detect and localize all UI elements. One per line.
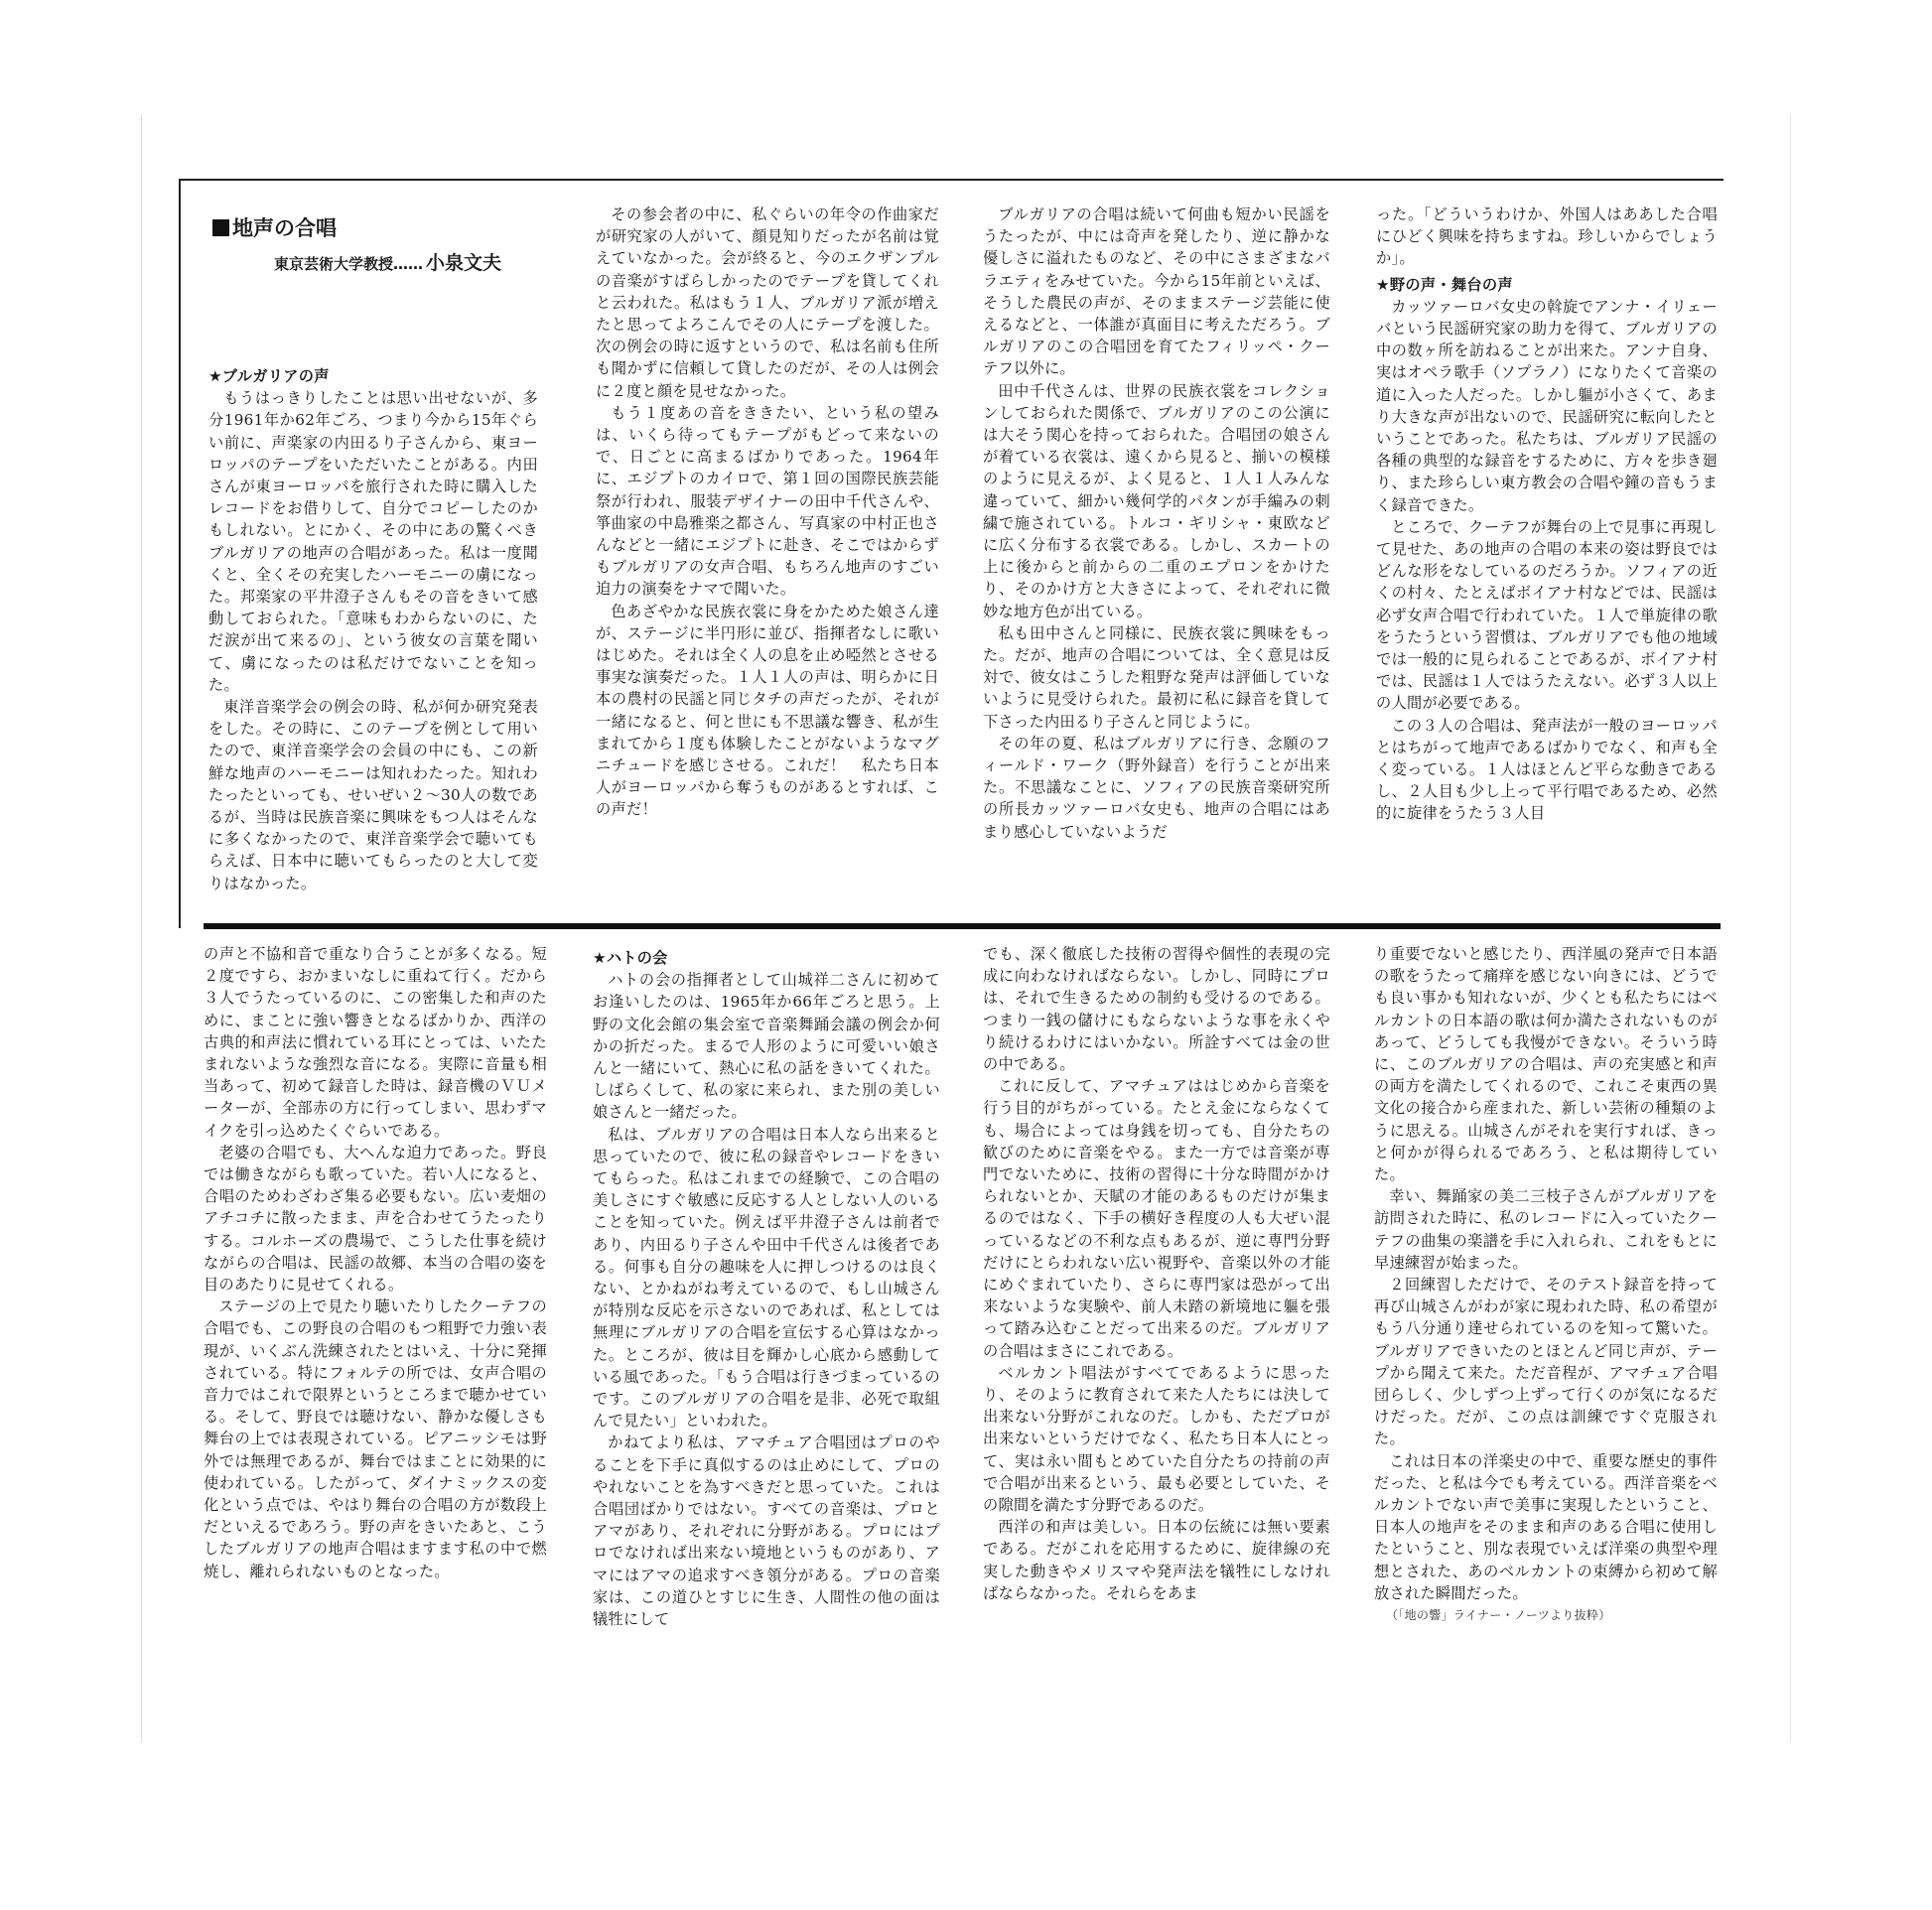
paragraph: もうはっきりしたことは思い出せないが、多分1961年か62年ごろ、つまり今から15年ぐらい前に、声楽家の内田るり子さんから、東ヨーロッパのテープをいただいたことがある。内田さんが東ヨーロッパを旅行された時に購入したレコードをお借りして、自分でコピーしたのかもしれない。とにかく、その中にあの驚くべきブルガリアの地声の合唱があった。私は一度聞くと、全くその充実したハーモニーの虜になった。邦楽家の平井澄子さんもその音をきいて感動しておられた。「意味もわからないのに、ただ涙が出て来るの」、という彼女の言葉を聞いて、虜になったのは私だけでないことを知った。 xyxy=(208,389,538,694)
bottom-column-4 xyxy=(1374,943,1718,1688)
top-column-1 xyxy=(208,361,538,905)
paragraph: ブルガリアの合唱は続いて何曲も短かい民謡をうたったが、中には奇声を発したり、逆に静かな優しさに溢れたものなど、その中にさまざまなバラエティをみせていた。今から15年前といえば、そうした農民の声が、そのままステージ芸能に使えるなどと、一体誰が真面目に考えただろう。ブルガリアのこの合唱団を育てたフィリッペ・クーテフ以外に。 xyxy=(983,205,1330,378)
paragraph: の声と不協和音で重なり合うことが多くなる。短２度ですら、おかまいなしに重ねて行く。だから３人でうたっているのに、この密集した和声のために、まことに強い響きとなるばかりか、西洋の古典的和声法に慣れている耳にとっては、いたたまれないような強烈な音になる。実際に音量も相当あって、初めて録音した時は、録音機のＶＵメーターが、全部赤の方に行ってしまい、思わずマイクを引っ込めたくぐらいである。 xyxy=(204,945,547,1140)
paragraph: 東洋音楽学会の例会の時、私が何か研究発表をした。その時に、このテープを例として用いたので、東洋音楽学会の会員の中にも、この新鮮な地声のハーモニーは知れわたった。知れわたったといっても、せいぜい２～30人の数であるが、当時は民族音楽に興味をもつ人はそんなに多くなかったので、東洋音楽学会で聴いてもらえば、日本中に聴いてもらったのと大して変りはなかった。 xyxy=(208,698,538,892)
paragraph: その年の夏、私はブルガリアに行き、念願のフィールド・ワーク（野外録音）を行うことが出来た。不思議なことに、ソフィアの民族音楽研究所の所長カッツァーロバ女史も、地声の合唱にはあまり感心していないようだ xyxy=(983,734,1330,841)
article-title xyxy=(212,212,337,242)
author-name: 小泉文夫 xyxy=(426,252,502,274)
bottom-column-3 xyxy=(983,943,1330,1688)
section-heading-bulgarian-voice: ★ブルガリアの声 xyxy=(208,367,330,385)
paragraph: 老婆の合唱でも、大へんな迫力であった。野良では働きながらも歌っていた。若い人になると、合唱のためわざわざ集る必要もない。広い麦畑のアチコチに散ったまま、声を合わせてうたったりする。コルホーズの農場で、こうした仕事を続けながらの合唱は、民謡の故郷、本当の合唱の姿を目のあたりに見せてくれる。 xyxy=(204,1143,547,1295)
paragraph: ２回練習しただけで、そのテスト録音を持って再び山城さんがわが家に現われた時、私の希望がもう八分通り達せられているのを知って驚いた。ブルガリアできいたのとほとんど同じ声が、テープから聞えて来た。ただ音程が、アマチュア合唱団らしく、少しずつ上ずって行くのが気になるだけだった。だが、この点は訓練ですぐ克服された。 xyxy=(1374,1276,1718,1448)
top-border-line xyxy=(179,179,1724,181)
paragraph: これに反して、アマチュアははじめから音楽を行う目的がちがっている。たとえ金にならなくても、場合によっては身銭を切っても、自分たちの歓びのために音楽をやる。また一方では音楽が専門でないために、技術の習得に十分な時間がかけられないとか、天賦の才能のあるものだけが集まるのではなく、下手の横好き程度の人も大ぜい混っているなどの不利な点もあるが、逆に専門分野だけにとらわれない広い視野や、音楽以外の才能にめぐまれていたり、さらに専門家は恐がって出来ないような実験や、前人未踏の新境地に軀を張って踏み込むことだって出来るのだ。ブルガリアの合唱はまさにこれである。 xyxy=(983,1077,1330,1360)
bottom-column-1 xyxy=(204,943,547,1688)
section-heading-hato-no-kai: ★ハトの会 xyxy=(593,949,668,967)
source-note: （「地の響」ライナー・ノーツより抜粋） xyxy=(1386,1608,1611,1623)
top-column-3 xyxy=(983,204,1330,910)
paragraph: 私は、ブルガリアの合唱は日本人なら出来ると思っていたので、彼に私の録音やレコードをきいてもらった。私はこれまでの経験で、この合唱の美しさにすぐ敏感に反応する人としない人のいることを知っていた。例えば平井澄子さんは前者であり、内田るり子さんや田中千代さんは後者である。何事も自分の趣味を人に押しつけるのは良くない、とかねがね考えているので、もし山城さんが特別な反応を示さないのであれば、私としては無理にブルガリアの合唱を宣伝する心算はなかった。ところが、彼は目を輝かし心底から感動している風であった。「もう合唱は行きづまっているのです。このブルガリアの合唱を是非、必死で取組んで見たい」といわれた。 xyxy=(593,1125,940,1431)
title-text: 地声の合唱 xyxy=(232,216,337,240)
paragraph: 西洋の和声は美しい。日本の伝統には無い要素である。だがこれを応用するために、旋律線の充実した動きやメリスマや発声法を犠牲にしなければならなかった。それらをあま xyxy=(983,1518,1330,1602)
paragraph: 幸い、舞踊家の美二三枝子さんがブルガリアを訪問された時に、私のレコードに入っていたクーテフの曲集の楽譜を手に入れられ、これをもとに早速練習が始まった。 xyxy=(1374,1187,1718,1272)
bottom-column-2 xyxy=(593,943,940,1688)
paragraph: ところで、クーテフが舞台の上で見事に再現して見せた、あの地声の合唱の本来の姿は野良ではどんな形をなしているのだろうか。ソフィアの近くの村々、たとえばボイアナ村などでは、民謡は必ず女声合唱で行われていた。１人で単旋律の歌をうたうという習慣は、ブルガリアでも他の地域では一般的に見られることであるが、ボイアナ村では、民謡は１人ではうたえない。必ず３人以上の人間が必要である。 xyxy=(1376,517,1718,713)
left-border-line xyxy=(179,179,181,928)
paragraph: り重要でないと感じたり、西洋風の発声で日本語の歌をうたって痛痒を感じない向きには、どうでも良い事かも知れないが、少くとも私たちにはベルカントの日本語の歌は何か満たされないものがあって、どうしても我慢ができない。そういう時に、このブルガリアの合唱は、声の充実感と和声の両方を満たしてくれるので、これこそ東西の異文化の接合から産まれた、新しい芸術の種類のように思える。山城さんがそれを実行すれば、きっと何かが得られるであろう、と私は期待していた。 xyxy=(1374,945,1718,1184)
paragraph: ステージの上で見たり聴いたりしたクーテフの合唱でも、この野良の合唱のもつ粗野で力強い表現が、いくぶん洗練されたとはいえ、十分に発揮されている。特にフォルテの所では、女声合唱の音力ではこれで限界というところまで聴かせている。そして、野良では聴けない、静かな優しさも舞台の上では表現されている。ピアニッシモは野外では無理であるが、舞台ではまことに効果的に使われている。したがって、ダイナミックスの変化という点では、やはり舞台の合唱の方が数段上だといえるであろう。野の声をきいたあと、こうしたブルガリアの地声合唱はますます私の中で燃焼し、離れられないものとなった。 xyxy=(204,1297,547,1580)
paragraph: ベルカント唱法がすべてであるように思ったり、そのように教育されて来た人たちには決して出来ない分野がこれなのだ。しかも、ただプロが出来ないというだけでなく、私たち日本人にとって、実は永い間もとめていた自分たちの持前の声で合唱が出来るという、最も必要としていた、その隙間を満たす分野であるのだ。 xyxy=(983,1363,1330,1515)
paragraph: でも、深く徹底した技術の習得や個性的表現の完成に向わなければならない。しかし、同時にプロは、それで生きるための制約も受けるのである。つまり一銭の儲けにもならないような事を永くやり続けるわけにはいかない。所詮すべては金の世の中である。 xyxy=(983,945,1330,1074)
paragraph: もう１度あの音をききたい、という私の望みは、いくら待ってもテープがもどって来ないので、日ごとに高まるばかりであった。1964年に、エジプトのカイロで、第１回の国際民族芸能祭が行われ、服装デザイナーの田中千代さんや、箏曲家の中島雅楽之都さん、写真家の中村正也さんなどと一緒にエジプトに赴き、そこではからずもブルガリアの女声合唱、もちろん地声のすごい迫力の演奏をナマで聞いた。 xyxy=(596,403,939,599)
paragraph: 私も田中さんと同様に、民族衣裳に興味をもった。だが、地声の合唱については、全く意見は反対で、彼女はこうした粗野な発声は評価していないように見受けられた。最初に私に録音を貸して下さった内田るり子さんと同じように。 xyxy=(983,623,1330,731)
paragraph: 色あざやかな民族衣裳に身をかためた娘さん達が、ステージに半円形に並び、指揮者なしに歌いはじめた。それは全く人の息を止め啞然とさせる事実な演奏だった。１人１人の声は、明らかに日本の農村の民謡と同じタチの声だったが、それが一緒になると、何と世にも不思議な響き、私が生まれてから１度も体験したことがないようなマグニチュードを感じさせる。これだ！ 私たち日本人がヨーロッパから奪うものがあるとすれば、この声だ！ xyxy=(596,602,939,819)
paragraph: った。「どういうわけか、外国人はああした合唱にひどく興味を持ちますね。珍しいからでしょうか」。 xyxy=(1376,205,1718,268)
top-column-2 xyxy=(596,204,939,910)
section-divider xyxy=(204,923,1721,929)
paragraph: その参会者の中に、私ぐらいの年令の作曲家だが研究家の人がいて、顔見知りだったが名前は覚えていなかった。会が終ると、今のエクザンプルの音楽がすばらしかったのでテープを貸してくれと云われた。私はもう１人、ブルガリア派が増えたと思ってよろこんでその人にテープを渡した。次の例会の時に返すというので、私は名前も住所も聞かずに信頼して貸したのだが、その人は例会に２度と顔を見せなかった。 xyxy=(596,205,939,400)
paragraph: この３人の合唱は、発声法が一般のヨーロッパとはちがって地声であるばかりでなく、和声も全く変っている。１人はほとんど平らな動きであるし、２人目も少し上って平行唱であるため、必然的に旋律をうたう３人目 xyxy=(1376,716,1718,823)
top-column-4 xyxy=(1376,204,1718,910)
author-affiliation: 東京芸術大学教授…… xyxy=(274,255,424,273)
paragraph: カッツァーロバ女史の斡旋でアンナ・イリェーバという民謡研究家の助力を得て、ブルガリアの中の数ヶ所を訪ねることが出来た。アンナ自身、実はオペラ歌手（ソプラノ）になりたくて音楽の道に入った人だった。しかし軀が小さくて、あまり大きな声が出ないので、民謡研究に転向したということであった。私たちは、ブルガリア民謡の各種の典型的な録音をするために、方々を歩き廻り、また珍らしい東方教会の合唱や鐘の音もうまく録音できた。 xyxy=(1376,297,1718,514)
black-square-icon xyxy=(212,219,229,236)
author-line xyxy=(274,248,501,275)
paragraph: これは日本の洋楽史の中で、重要な歴史的事件だった、と私は今でも考えている。西洋音楽をベルカントでない声で美事に実現したということ、日本人の地声をそのまま和声のある合唱に使用したということ、別な表現でいえば洋楽の典型や理想とされた、あのベルカントの束縛から初めて解放された瞬間だった。 xyxy=(1374,1451,1718,1602)
paragraph: かねてより私は、アマチュア合唱団はプロのやることを下手に真似するのは止めにして、プロのやれないことを為すべきだと思っていた。これは合唱団ばかりではない。すべての音楽は、プロとアマがあり、それぞれに分野がある。プロにはプロでなければ出来ない境地というものがあり、アマにはアマの追求すべき領分がある。プロの音楽家は、この道ひとすじに生き、人間性の他の面は犠牲にして xyxy=(593,1433,940,1629)
paragraph: ハトの会の指揮者として山城祥二さんに初めてお逢いしたのは、1965年か66年ごろと思う。上野の文化会館の集会室で音楽舞踊会議の例会か何かの折だった。まるで人形のように可愛いい娘さんと一緒にいて、熱心に私の話をきいてくれた。しばらくして、私の家に来られ、また別の美しい娘さんと一緒だった。 xyxy=(593,971,940,1122)
section-heading-field-stage-voice: ★野の声・舞台の声 xyxy=(1376,275,1513,294)
paragraph: 田中千代さんは、世界の民族衣裳をコレクションしておられた関係で、ブルガリアのこの公演には大そう関心を持っておられた。合唱団の娘さんが着ている衣裳は、遠くから見ると、揃いの模様のように見えるが、よく見ると、１人１人みんな違っていて、細かい幾何学的パタンが手編みの刺繍で施されている。トルコ・ギリシャ・東欧などに広く分布する衣裳である。しかし、スカートの上に後からと前からの二重のエプロンをかけたり、そのかけ方と大きさによって、それぞれに微妙な地方色が出ている。 xyxy=(983,381,1330,620)
